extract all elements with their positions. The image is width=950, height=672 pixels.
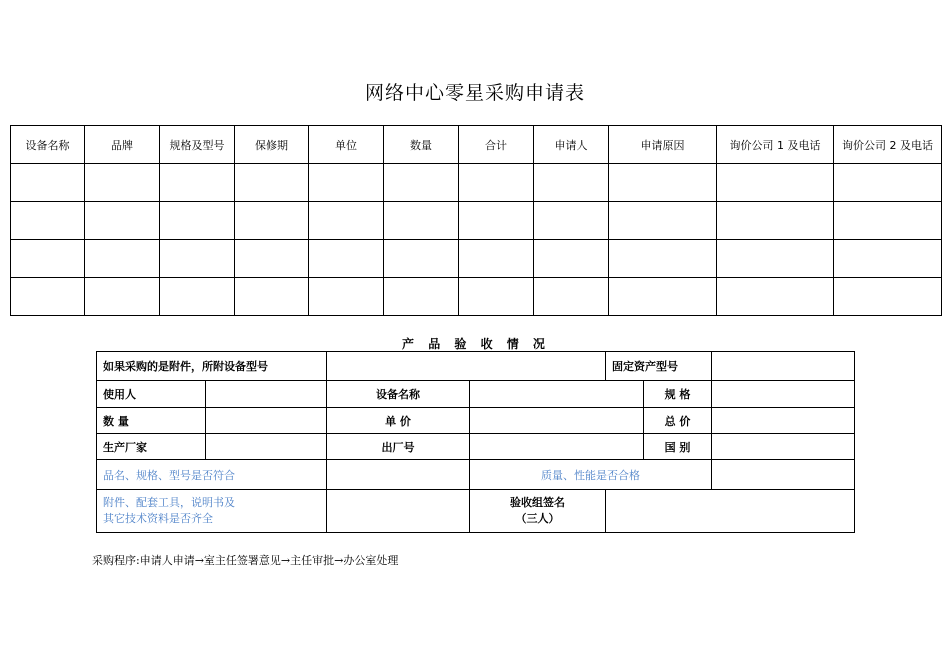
acceptance-row: [97, 490, 855, 533]
table-cell[interactable]: [85, 164, 160, 202]
manufacturer-field[interactable]: [206, 434, 327, 460]
table-header-row: [11, 126, 942, 164]
table-cell[interactable]: [459, 202, 534, 240]
header-reason: 申请原因: [609, 126, 717, 164]
table-cell[interactable]: [384, 240, 459, 278]
table-cell[interactable]: [609, 240, 717, 278]
table-cell[interactable]: [459, 278, 534, 316]
attachment-model-label: 如果采购的是附件，所附设备型号: [97, 352, 327, 381]
unit-price-label: 单 价: [327, 408, 470, 434]
acceptance-section-title: 产 品 验 收 情 况: [402, 337, 550, 351]
signature-label: [470, 490, 606, 533]
quality-check-label: 质量、性能是否合格: [470, 460, 712, 490]
user-label: 使用人: [97, 381, 206, 408]
acceptance-row: [97, 352, 855, 381]
table-cell[interactable]: [11, 278, 85, 316]
header-brand: 品牌: [85, 126, 160, 164]
accessories-check-label-line2: 其它技术资料是否齐全: [103, 512, 213, 525]
table-cell[interactable]: [235, 202, 309, 240]
device-name-label: 设备名称: [327, 381, 470, 408]
table-cell[interactable]: [834, 278, 942, 316]
acceptance-row: [97, 381, 855, 408]
table-cell[interactable]: [309, 240, 384, 278]
spec-field[interactable]: [712, 381, 855, 408]
accessories-check-label: [97, 490, 327, 533]
table-cell[interactable]: [534, 164, 609, 202]
table-row: [11, 202, 942, 240]
table-cell[interactable]: [160, 202, 235, 240]
total-price-field[interactable]: [712, 408, 855, 434]
header-applicant: 申请人: [534, 126, 609, 164]
table-cell[interactable]: [235, 278, 309, 316]
header-vendor2: 询价公司 2 及电话: [834, 126, 942, 164]
table-cell[interactable]: [834, 240, 942, 278]
attachment-model-field[interactable]: [327, 352, 606, 381]
table-cell[interactable]: [834, 202, 942, 240]
asset-model-field[interactable]: [712, 352, 855, 381]
acceptance-table: [96, 351, 855, 533]
quantity-field[interactable]: [206, 408, 327, 434]
table-cell[interactable]: [459, 164, 534, 202]
table-cell[interactable]: [160, 240, 235, 278]
table-cell[interactable]: [160, 278, 235, 316]
acceptance-row: [97, 408, 855, 434]
table-cell[interactable]: [534, 278, 609, 316]
factory-number-field[interactable]: [470, 434, 644, 460]
table-cell[interactable]: [834, 164, 942, 202]
table-cell[interactable]: [717, 240, 834, 278]
header-device-name: 设备名称: [11, 126, 85, 164]
device-name-field[interactable]: [470, 381, 644, 408]
table-cell[interactable]: [11, 240, 85, 278]
table-row: [11, 278, 942, 316]
user-field[interactable]: [206, 381, 327, 408]
table-cell[interactable]: [609, 202, 717, 240]
table-cell[interactable]: [717, 164, 834, 202]
header-spec-model: 规格及型号: [160, 126, 235, 164]
table-cell[interactable]: [11, 202, 85, 240]
table-cell[interactable]: [384, 164, 459, 202]
signature-label-line1: 验收组签名: [510, 496, 565, 509]
header-unit: 单位: [309, 126, 384, 164]
signature-field[interactable]: [606, 490, 855, 533]
table-cell[interactable]: [609, 164, 717, 202]
header-total: 合计: [459, 126, 534, 164]
table-cell[interactable]: [85, 278, 160, 316]
name-spec-match-label: 品名、规格、型号是否符合: [97, 460, 327, 490]
name-spec-match-field[interactable]: [327, 460, 470, 490]
country-field[interactable]: [712, 434, 855, 460]
country-label: 国 别: [644, 434, 712, 460]
table-cell[interactable]: [384, 202, 459, 240]
asset-model-label: 固定资产型号: [606, 352, 712, 381]
table-cell[interactable]: [534, 240, 609, 278]
unit-price-field[interactable]: [470, 408, 644, 434]
quantity-label: 数 量: [97, 408, 206, 434]
table-cell[interactable]: [717, 278, 834, 316]
accessories-check-field[interactable]: [327, 490, 470, 533]
table-cell[interactable]: [384, 278, 459, 316]
table-cell[interactable]: [85, 202, 160, 240]
table-cell[interactable]: [459, 240, 534, 278]
header-vendor1: 询价公司 1 及电话: [717, 126, 834, 164]
table-cell[interactable]: [235, 240, 309, 278]
table-cell[interactable]: [85, 240, 160, 278]
table-row: [11, 240, 942, 278]
accessories-check-label-line1: 附件、配套工具，说明书及: [103, 496, 235, 509]
header-warranty: 保修期: [235, 126, 309, 164]
acceptance-row: [97, 460, 855, 490]
quality-check-field[interactable]: [712, 460, 855, 490]
table-cell[interactable]: [309, 202, 384, 240]
purchase-request-table: [10, 125, 942, 316]
total-price-label: 总 价: [644, 408, 712, 434]
table-cell[interactable]: [309, 164, 384, 202]
header-quantity: 数量: [384, 126, 459, 164]
table-cell[interactable]: [11, 164, 85, 202]
factory-number-label: 出厂号: [327, 434, 470, 460]
spec-label: 规 格: [644, 381, 712, 408]
signature-label-line2: （三人）: [515, 512, 560, 525]
manufacturer-label: 生产厂家: [97, 434, 206, 460]
table-cell[interactable]: [160, 164, 235, 202]
acceptance-row: [97, 434, 855, 460]
table-cell[interactable]: [609, 278, 717, 316]
table-cell[interactable]: [235, 164, 309, 202]
table-cell[interactable]: [534, 202, 609, 240]
table-row: [11, 164, 942, 202]
table-cell[interactable]: [309, 278, 384, 316]
table-cell[interactable]: [717, 202, 834, 240]
form-title: 网络中心零星采购申请表: [364, 82, 585, 104]
procurement-procedure-note: 采购程序:申请人申请→室主任签署意见→主任审批→办公室处理: [92, 554, 399, 567]
